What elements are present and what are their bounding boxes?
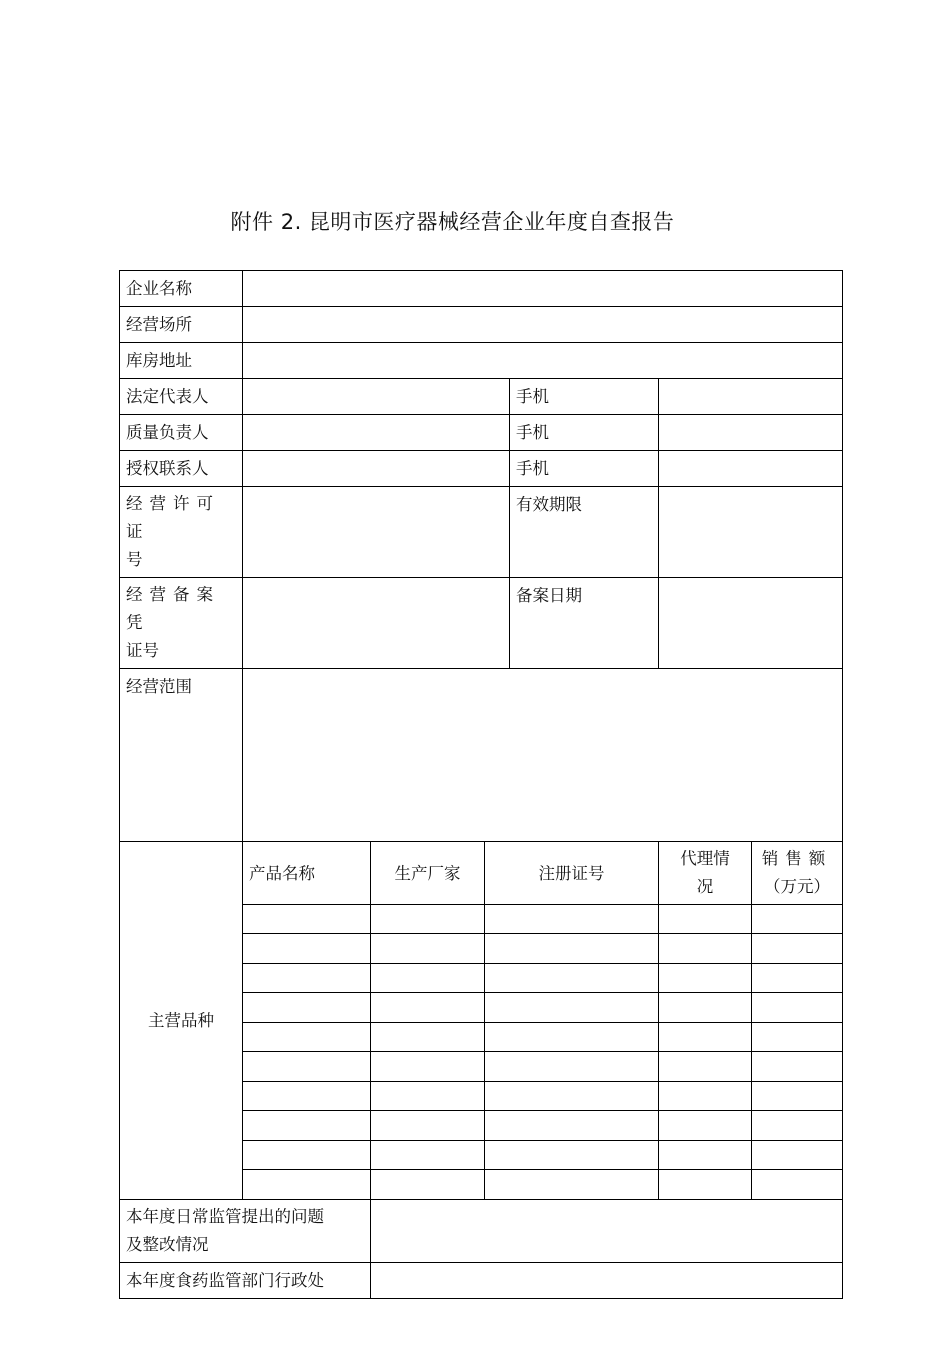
legal-rep-mobile-field[interactable] xyxy=(659,379,843,415)
manufacturer-cell[interactable] xyxy=(371,964,485,993)
legal-rep-mobile-label: 手机 xyxy=(510,379,659,415)
quality-head-field[interactable] xyxy=(243,415,510,451)
agency-cell[interactable] xyxy=(659,934,752,964)
agency-cell[interactable] xyxy=(659,1082,752,1111)
reg-no-cell[interactable] xyxy=(485,1023,659,1052)
sales-cell[interactable] xyxy=(752,964,843,993)
agency-cell[interactable] xyxy=(659,1023,752,1052)
product-name-cell[interactable] xyxy=(243,964,371,993)
legal-rep-field[interactable] xyxy=(243,379,510,415)
manufacturer-header: 生产厂家 xyxy=(371,842,485,905)
manufacturer-cell[interactable] xyxy=(371,1023,485,1052)
license-no-label xyxy=(120,487,243,578)
filing-date-field[interactable] xyxy=(659,578,843,669)
agency-header xyxy=(659,842,752,905)
scope-field[interactable] xyxy=(243,669,843,842)
product-name-cell[interactable] xyxy=(243,1111,371,1141)
authorized-contact-mobile-label: 手机 xyxy=(510,451,659,487)
product-name-cell[interactable] xyxy=(243,1052,371,1082)
manufacturer-cell[interactable] xyxy=(371,993,485,1023)
authorized-contact-mobile-field[interactable] xyxy=(659,451,843,487)
filing-no-label-line2: 证号 xyxy=(126,641,159,660)
manufacturer-cell[interactable] xyxy=(371,1052,485,1082)
sales-cell[interactable] xyxy=(752,1052,843,1082)
license-no-label-line2: 号 xyxy=(126,550,143,569)
penalty-label: 本年度食药监管部门行政处 xyxy=(120,1263,371,1299)
sales-cell[interactable] xyxy=(752,1111,843,1141)
sales-header-line2: （万元） xyxy=(764,877,831,896)
issues-field[interactable] xyxy=(371,1200,843,1263)
agency-cell[interactable] xyxy=(659,993,752,1023)
reg-no-cell[interactable] xyxy=(485,993,659,1023)
product-name-cell[interactable] xyxy=(243,1141,371,1170)
reg-no-cell[interactable] xyxy=(485,964,659,993)
license-no-label-line1: 经营许可证 xyxy=(126,494,220,541)
manufacturer-cell[interactable] xyxy=(371,1141,485,1170)
reg-no-cell[interactable] xyxy=(485,1082,659,1111)
filing-no-label xyxy=(120,578,243,669)
manufacturer-cell[interactable] xyxy=(371,1170,485,1200)
agency-cell[interactable] xyxy=(659,905,752,934)
sales-header xyxy=(752,842,843,905)
product-name-header: 产品名称 xyxy=(243,842,371,905)
agency-cell[interactable] xyxy=(659,1141,752,1170)
agency-cell[interactable] xyxy=(659,1111,752,1141)
sales-cell[interactable] xyxy=(752,1141,843,1170)
sales-cell[interactable] xyxy=(752,1170,843,1200)
authorized-contact-field[interactable] xyxy=(243,451,510,487)
sales-cell[interactable] xyxy=(752,905,843,934)
agency-cell[interactable] xyxy=(659,1170,752,1200)
company-name-label: 企业名称 xyxy=(120,271,243,307)
agency-cell[interactable] xyxy=(659,964,752,993)
issues-label-line2: 及整改情况 xyxy=(126,1235,209,1254)
product-name-cell[interactable] xyxy=(243,1023,371,1052)
agency-header-line1: 代理情 xyxy=(680,849,730,868)
sales-cell[interactable] xyxy=(752,1082,843,1111)
reg-no-header: 注册证号 xyxy=(485,842,659,905)
authorized-contact-label: 授权联系人 xyxy=(120,451,243,487)
company-name-field[interactable] xyxy=(243,271,843,307)
warehouse-address-label: 库房地址 xyxy=(120,343,243,379)
scope-label: 经营范围 xyxy=(120,669,243,842)
penalty-field[interactable] xyxy=(371,1263,843,1299)
business-premises-field[interactable] xyxy=(243,307,843,343)
filing-date-label: 备案日期 xyxy=(510,578,659,669)
manufacturer-cell[interactable] xyxy=(371,905,485,934)
business-premises-label: 经营场所 xyxy=(120,307,243,343)
reg-no-cell[interactable] xyxy=(485,934,659,964)
validity-label: 有效期限 xyxy=(510,487,659,578)
quality-head-mobile-label: 手机 xyxy=(510,415,659,451)
issues-label xyxy=(120,1200,371,1263)
legal-rep-label: 法定代表人 xyxy=(120,379,243,415)
product-name-cell[interactable] xyxy=(243,1082,371,1111)
reg-no-cell[interactable] xyxy=(485,1052,659,1082)
sales-cell[interactable] xyxy=(752,934,843,964)
agency-header-line2: 况 xyxy=(696,877,714,896)
sales-cell[interactable] xyxy=(752,1023,843,1052)
product-name-cell[interactable] xyxy=(243,934,371,964)
issues-label-line1: 本年度日常监管提出的问题 xyxy=(126,1207,324,1226)
page-title: 附件 2. 昆明市医疗器械经营企业年度自查报告 xyxy=(230,210,675,234)
reg-no-cell[interactable] xyxy=(485,1170,659,1200)
validity-field[interactable] xyxy=(659,487,843,578)
product-name-cell[interactable] xyxy=(243,905,371,934)
main-products-label: 主营品种 xyxy=(120,842,243,1200)
filing-no-field[interactable] xyxy=(243,578,510,669)
license-no-field[interactable] xyxy=(243,487,510,578)
product-name-cell[interactable] xyxy=(243,993,371,1023)
self-inspection-form xyxy=(119,270,843,1299)
reg-no-cell[interactable] xyxy=(485,1111,659,1141)
sales-header-line1: 销售额 xyxy=(761,849,833,868)
manufacturer-cell[interactable] xyxy=(371,1082,485,1111)
agency-cell[interactable] xyxy=(659,1052,752,1082)
quality-head-label: 质量负责人 xyxy=(120,415,243,451)
filing-no-label-line1: 经营备案凭 xyxy=(126,585,220,632)
quality-head-mobile-field[interactable] xyxy=(659,415,843,451)
reg-no-cell[interactable] xyxy=(485,1141,659,1170)
sales-cell[interactable] xyxy=(752,993,843,1023)
manufacturer-cell[interactable] xyxy=(371,1111,485,1141)
warehouse-address-field[interactable] xyxy=(243,343,843,379)
manufacturer-cell[interactable] xyxy=(371,934,485,964)
product-name-cell[interactable] xyxy=(243,1170,371,1200)
reg-no-cell[interactable] xyxy=(485,905,659,934)
